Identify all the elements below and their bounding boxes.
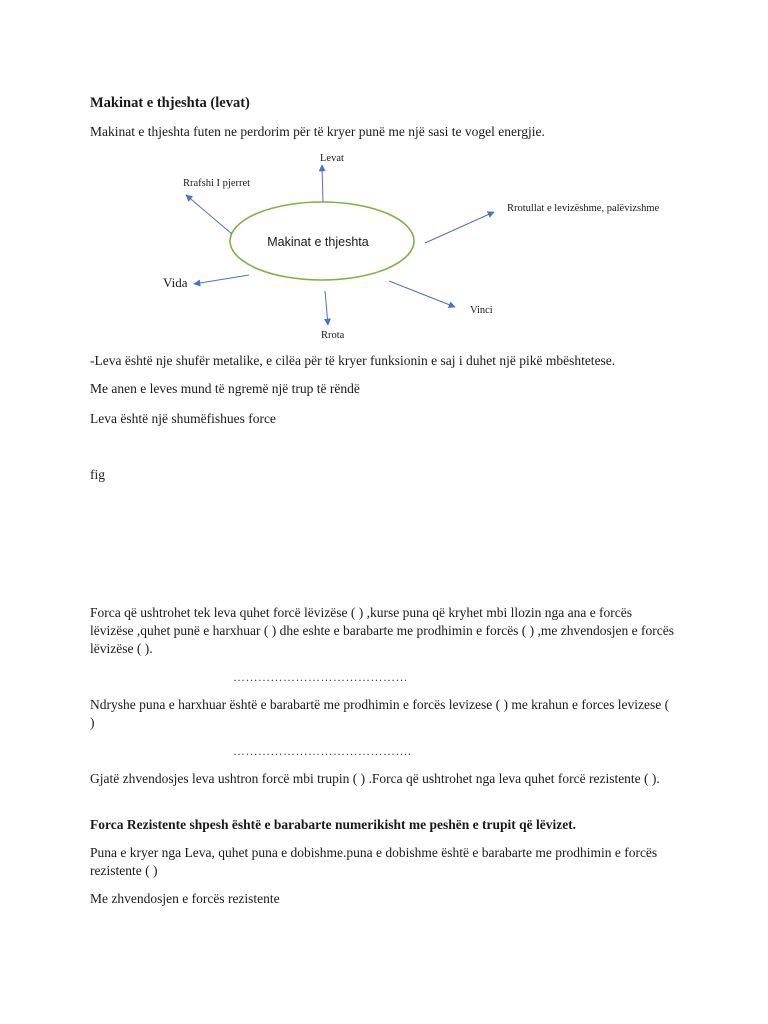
label-vinci: Vinci bbox=[470, 305, 493, 316]
label-rrotullat: Rrotullat e levizëshme, palëvizshme bbox=[507, 203, 660, 214]
fig-label: fig bbox=[90, 467, 105, 482]
paragraph-resistant-displacement: Me zhvendosjen e forcës rezistente bbox=[90, 891, 280, 906]
intro-paragraph: Makinat e thjeshta futen ne perdorim për të kryer punë me një sasi te vogel energjie. bbox=[90, 124, 545, 139]
label-rrota: Rrota bbox=[321, 330, 345, 341]
label-rrafshi: Rrafshi I pjerret bbox=[183, 178, 251, 189]
blank-dots-2: ……………………………………. bbox=[233, 744, 412, 758]
paragraph-resistant-weight: Forca Rezistente shpesh është e barabarte numerikisht me peshën e trupit që lëvizet. bbox=[90, 817, 577, 832]
paragraph-lever-definition: -Leva është nje shufër metalike, e cilëa për të kryer funksionin e saj i duhet një pikë mbështetese. bbox=[90, 353, 616, 368]
document-title: Makinat e thjeshta (levat) bbox=[90, 95, 250, 111]
paragraph-moving-force: Forca që ushtrohet tek leva quhet forcë lëvizëse ( ) ,kurse puna që kryhet mbi llozin nga ana e forcës lëvizëse ,quhet punë e harxhuar ( ) dhe eshte e barabarte me prodhimin e forcës ( ) ,me zhvendosjen e forcës lëvizëse ( ). bbox=[90, 605, 674, 656]
paragraph-resistant-force: Gjatë zhvendosjes leva ushtron forcë mbi trupin ( ) .Forca që ushtrohet nga leva quhet forcë rezistente ( ). bbox=[90, 771, 660, 786]
simple-machines-diagram bbox=[0, 140, 768, 350]
label-vida: Vida bbox=[163, 275, 188, 290]
paragraph-useful-work: Puna e kryer nga Leva, quhet puna e dobishme.puna e dobishme është e barabarte me prodhimin e forcës rezistente ( ) bbox=[90, 845, 658, 878]
label-levat: Levat bbox=[320, 153, 344, 164]
arrow-to-rrota bbox=[325, 291, 328, 325]
paragraph-force-multiplier: Leva është një shumëfishues force bbox=[90, 411, 276, 426]
paragraph-lever-lift: Me anen e leves mund të ngremë një trup të rëndë bbox=[90, 381, 360, 396]
arrow-to-vida bbox=[194, 275, 249, 284]
paragraph-work-spent: Ndryshe puna e harxhuar është e barabartë me prodhimin e forcës levizese ( ) me krahun e forces levizese ( ) bbox=[90, 697, 670, 730]
center-label: Makinat e thjeshta bbox=[267, 235, 369, 249]
arrow-to-levat bbox=[322, 165, 323, 202]
arrow-to-rrotullat bbox=[425, 212, 494, 243]
arrow-to-vinci bbox=[389, 281, 455, 307]
arrow-to-rrafshi bbox=[186, 195, 232, 234]
blank-dots-1: …………………………………… bbox=[233, 670, 408, 684]
